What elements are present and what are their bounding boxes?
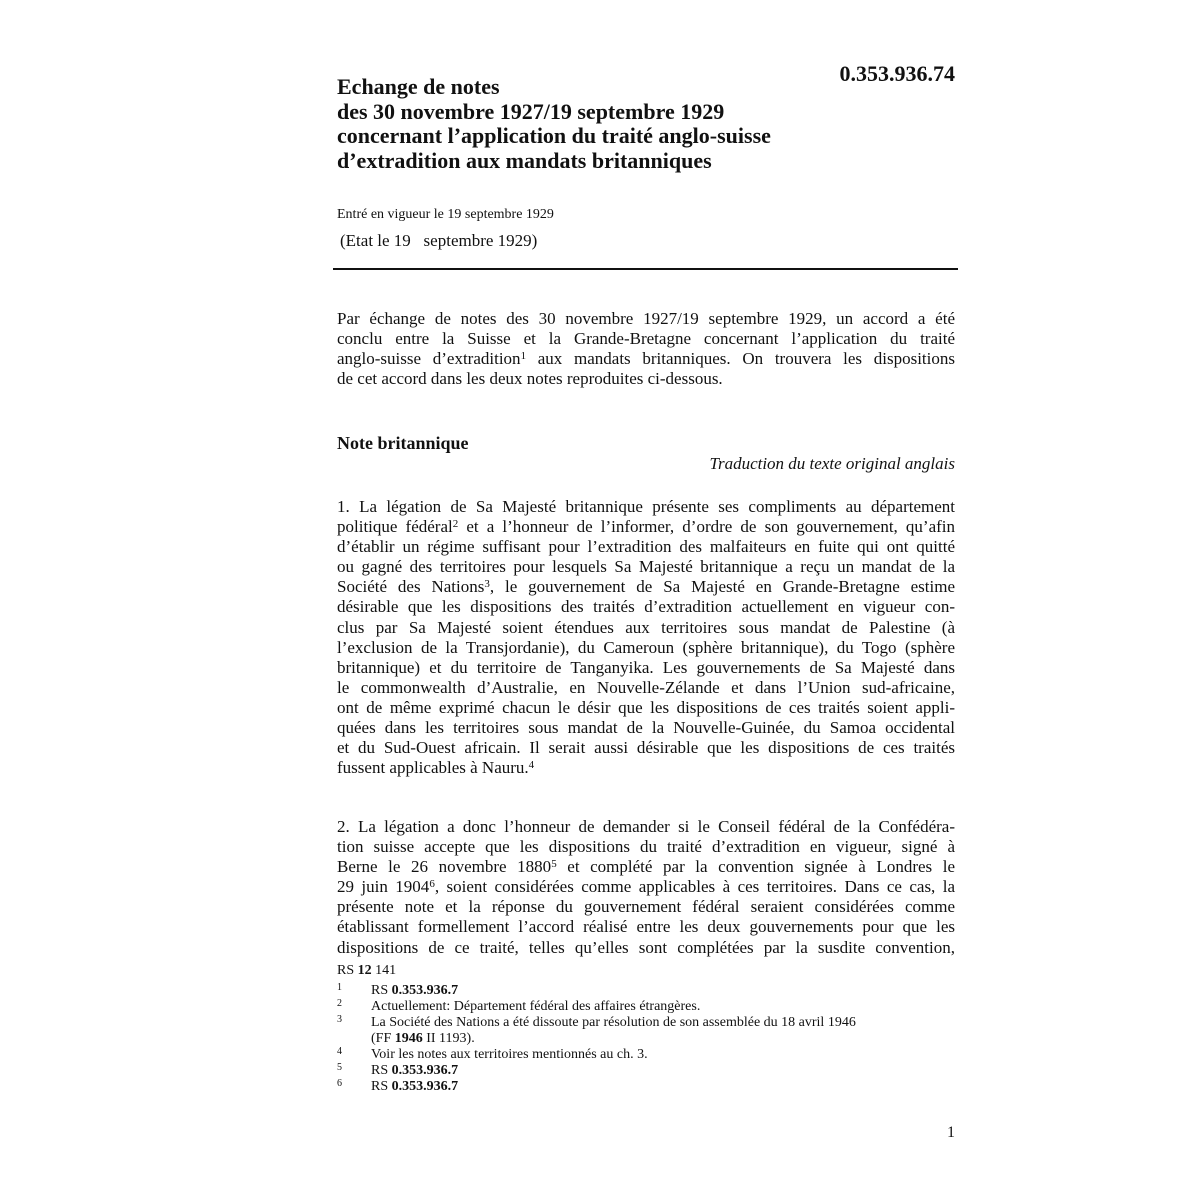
header-divider: [333, 268, 958, 270]
footnote-number: 1: [337, 982, 342, 993]
footnote-item: [337, 999, 957, 1015]
text-line: clus par Sa Majesté soient étendues aux territoires sous mandat de Palestine (à: [337, 617, 955, 637]
rs-volume: 12: [357, 963, 372, 978]
footnote-text: [371, 1063, 957, 1079]
section-heading: Note britannique: [337, 433, 469, 453]
footnote-item: [337, 1079, 957, 1095]
footnote-ff-link[interactable]: 1946: [394, 1031, 423, 1046]
footnote-number: 2: [337, 998, 342, 1009]
footnote-text: [371, 1079, 957, 1095]
text-line: [337, 877, 955, 897]
page-number: 1: [947, 1124, 955, 1141]
sr-number: 0.353.936.74: [839, 61, 955, 86]
footnote-text: Voir les notes aux territoires mentionnés au ch. 3.: [371, 1047, 648, 1062]
footnote-rs-link[interactable]: 0.353.936.7: [391, 1079, 459, 1094]
rs-reference: [337, 962, 396, 980]
title-line: des 30 novembre 1927/19 septembre 1929: [337, 98, 725, 124]
footnote-text: La Société des Nations a été dissoute par résolution de son assemblée du 18 avril 1946: [371, 1015, 856, 1030]
footnote-prefix: RS: [371, 1079, 392, 1094]
footnote-number: 5: [337, 1062, 342, 1073]
text-line: de cet accord dans les deux notes reproduites ci-dessous.: [337, 369, 723, 389]
footnote-text-continued: [371, 1031, 957, 1047]
text-line: Par échange de notes des 30 novembre 1927/19 septembre 1929, un accord a été: [337, 309, 955, 328]
text-run: 29 juin 1904: [337, 877, 430, 897]
text-line: présente note et la réponse du gouvernement fédéral seraient considérées comme: [337, 897, 955, 917]
text-line: conclu entre la Suisse et la Grande-Bretagne concernant l’application du traité: [337, 329, 955, 349]
footnote-rs-link[interactable]: 0.353.936.7: [391, 983, 459, 998]
footnote-text: [371, 983, 957, 999]
text-run: aux mandats britanniques. On trouvera les dispositions: [526, 349, 955, 369]
text-line: établissant formellement l’accord réalisé entre les deux gouvernements pour que les: [337, 917, 955, 937]
text-run: , soient considérées comme applicables à ces territoires. Dans ce cas, la: [434, 877, 956, 897]
footnote-ref[interactable]: 1: [520, 350, 527, 363]
footnote-number: 3: [337, 1014, 342, 1025]
footnote-item: [337, 983, 957, 999]
intro-paragraph: [337, 309, 955, 389]
document-title: [337, 75, 807, 173]
text-line: [337, 349, 955, 369]
text-line: le commonwealth d’Australie, en Nouvelle-Zélande et dans l’Union sud-africaine,: [337, 677, 955, 697]
rs-prefix: RS: [337, 963, 358, 978]
text-run: et a l’honneur de l’informer, d’ordre de son gouvernement, qu’afin: [458, 517, 955, 537]
text-line: quées dans les territoires sous mandat de la Nouvelle-Guinée, du Samoa occidental: [337, 718, 955, 738]
footnote-prefix: RS: [371, 983, 392, 998]
footnote-prefix: (FF: [371, 1031, 395, 1046]
text-line: 1. La légation de Sa Majesté britannique présente ses compliments au département: [337, 497, 955, 516]
footnote-suffix: II 1193).: [422, 1031, 475, 1046]
footnotes-list: [337, 983, 957, 1095]
text-line: tion suisse accepte que les dispositions du traité d’extradition en vigueur, signé à: [337, 837, 955, 857]
footnote-ref[interactable]: 3: [484, 578, 490, 591]
text-run: fussent applicables à Nauru.: [337, 758, 529, 778]
title-line: d’extradition aux mandats britanniques: [337, 147, 712, 173]
footnote-number: 6: [337, 1078, 342, 1089]
text-line: [337, 517, 955, 537]
footnote-prefix: RS: [371, 1063, 392, 1078]
text-line: [337, 857, 955, 877]
footnote-ref[interactable]: 6: [429, 878, 435, 891]
footnote-number: 4: [337, 1046, 342, 1057]
translation-note: Traduction du texte original anglais: [709, 454, 955, 473]
title-line: concernant l’application du traité anglo-suisse: [337, 123, 771, 148]
footnote-item: [337, 1015, 957, 1047]
text-line: désirable que les dispositions des traités d’extradition actuellement en vigueur con-: [337, 597, 955, 617]
entry-into-force: Entré en vigueur le 19 septembre 1929: [337, 207, 554, 222]
text-line: [337, 758, 955, 778]
rs-page: 141: [371, 963, 397, 978]
footnote-ref[interactable]: 4: [528, 759, 535, 772]
text-run: anglo-suisse d’extradition: [337, 349, 521, 369]
footnote-item: [337, 1047, 957, 1063]
text-line: et du Sud-Ouest africain. Il serait aussi désirable que les dispositions de ces traités: [337, 738, 955, 758]
footnote-ref[interactable]: 5: [551, 858, 557, 871]
text-line: d’établir un régime suffisant pour l’extradition des malfaiteurs en fuite qui ont quitté: [337, 537, 955, 557]
text-run: , le gouvernement de Sa Majesté en Grande-Bretagne estime: [489, 577, 956, 597]
footnote-item: [337, 1063, 957, 1079]
text-line: l’exclusion de la Transjordanie), du Cameroun (sphère britannique), du Togo (sphère: [337, 637, 955, 657]
text-line: [337, 577, 955, 597]
text-run: Berne le 26 novembre 1880: [337, 857, 552, 877]
text-line: ont de même exprimé chacun le désir que les dispositions de ces traités soient appli-: [337, 697, 955, 717]
footnote-ref[interactable]: 2: [452, 518, 459, 531]
paragraph-1: [337, 497, 955, 778]
text-run: et complété par la convention signée à Londres le: [556, 857, 955, 877]
status-date: (Etat le 19 septembre 1929): [340, 231, 538, 250]
text-run: Société des Nations: [337, 577, 485, 597]
footnote-rs-link[interactable]: 0.353.936.7: [391, 1063, 459, 1078]
text-run: politique fédéral: [337, 517, 453, 537]
text-line: britannique) et du territoire de Tanganyika. Les gouvernements de Sa Majesté dans: [337, 657, 955, 677]
title-line: Echange de notes: [337, 74, 500, 99]
text-line: ou gagné des territoires pour lesquels Sa Majesté britannique a reçu un mandat de la: [337, 557, 955, 577]
paragraph-2: [337, 817, 955, 958]
footnote-text: Actuellement: Département fédéral des affaires étrangères.: [371, 999, 701, 1014]
text-line: 2. La légation a donc l’honneur de demander si le Conseil fédéral de la Confédéra-: [337, 817, 955, 836]
text-line: dispositions de ce traité, telles qu’elles sont complétées par la susdite convention,: [337, 937, 955, 957]
